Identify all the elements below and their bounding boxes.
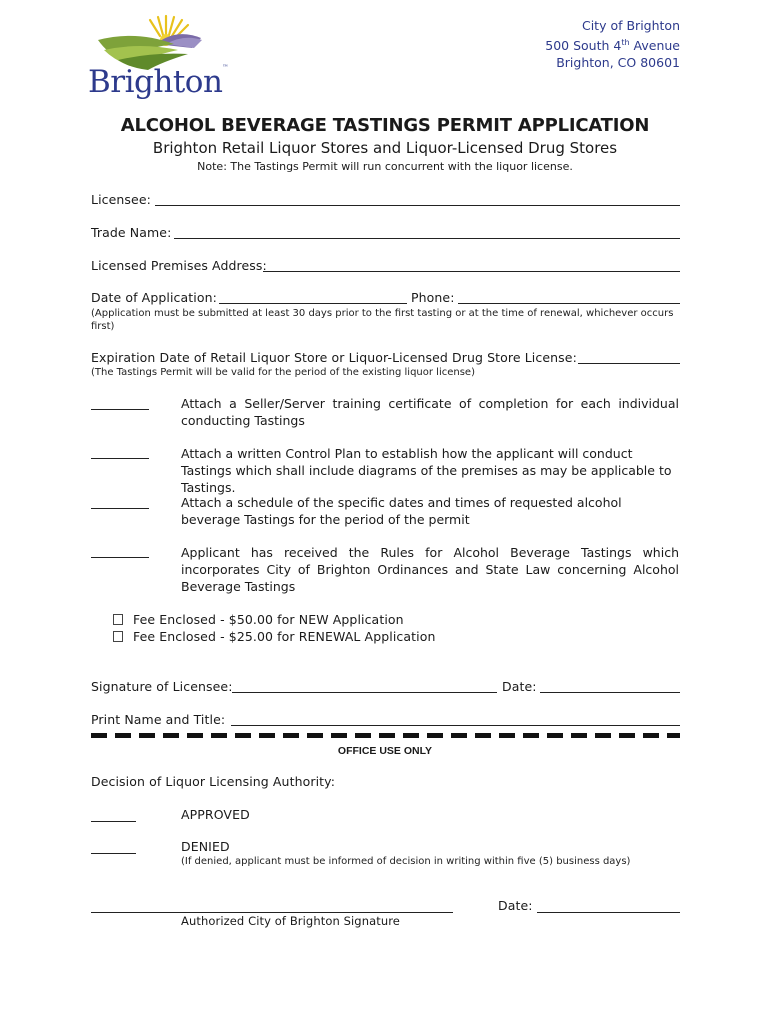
licensee-field[interactable] — [155, 205, 680, 206]
expiration-field[interactable] — [578, 363, 680, 364]
decision-label: Decision of Liquor Licensing Authority: — [91, 774, 336, 789]
office-use-divider — [91, 733, 680, 738]
premises-field[interactable] — [263, 271, 680, 272]
licensee-label: Licensee: — [91, 192, 151, 207]
checklist-blank-2[interactable] — [91, 458, 149, 459]
authorized-signature-label: Authorized City of Brighton Signature — [181, 914, 400, 928]
brighton-logo — [86, 14, 228, 104]
expiration-label: Expiration Date of Retail Liquor Store or Liquor-Licensed Drug Store License: — [91, 350, 577, 365]
checklist-item-schedule: Attach a schedule of the specific dates and times of requested alcohol beverage Tastings for the period of the permit — [181, 495, 622, 527]
city-state-zip: Brighton, CO 80601 — [556, 55, 680, 71]
denied-note: (If denied, applicant must be informed of decision in writing within five (5) business days) — [181, 856, 631, 867]
premises-label: Licensed Premises Address: — [91, 258, 267, 273]
expiration-note: (The Tastings Permit will be valid for the period of the existing liquor license) — [91, 367, 475, 378]
denied-label: DENIED — [181, 839, 230, 854]
phone-label: Phone: — [411, 290, 455, 305]
signature-field[interactable] — [232, 692, 497, 693]
signature-date-field[interactable] — [540, 692, 680, 693]
fee-renewal-label: Fee Enclosed - $25.00 for RENEWAL Application — [133, 629, 436, 644]
trade-name-field[interactable] — [174, 238, 680, 239]
brighton-logo-wordmark: Brighton™ — [88, 64, 228, 100]
office-use-heading: OFFICE USE ONLY — [337, 745, 433, 757]
checklist-item-control-plan: Attach a written Control Plan to establish how the applicant will conduct Tastings which shall include diagrams of the premises as may be applicable to Tastings. — [181, 446, 672, 495]
print-name-label: Print Name and Title: — [91, 712, 226, 727]
checklist-item-rules: Applicant has received the Rules for Alcohol Beverage Tastings which incorporates City of Brighton Ordinances and State Law concerning Alcohol Beverage Tastings — [181, 545, 679, 594]
brighton-logo-mark — [96, 14, 206, 70]
authorized-date-label: Date: — [498, 898, 533, 913]
fee-renewal — [113, 629, 435, 644]
date-of-application-note: (Application must be submitted at least 30 days prior to the first tasting or at the time of renewal, whichever occurs first) — [91, 308, 674, 332]
street-address: 500 South 4th Avenue — [545, 38, 680, 54]
checklist-blank-3[interactable] — [91, 508, 149, 509]
city-name: City of Brighton — [581, 18, 680, 33]
date-of-application-label: Date of Application: — [91, 290, 217, 305]
print-name-field[interactable] — [231, 725, 680, 726]
date-of-application-field[interactable] — [219, 303, 407, 304]
checklist-item-training: Attach a Seller/Server training certificate of completion for each individual conducting Tastings — [181, 396, 679, 428]
fee-new-checkbox[interactable] — [113, 614, 123, 625]
signature-date-label: Date: — [502, 679, 537, 694]
approved-blank[interactable] — [91, 821, 136, 822]
fee-new — [113, 612, 404, 627]
denied-blank[interactable] — [91, 853, 136, 854]
checklist-blank-4[interactable] — [91, 557, 149, 558]
city-address — [545, 17, 680, 71]
approved-label: APPROVED — [181, 807, 250, 822]
page-subtitle: Brighton Retail Liquor Stores and Liquor-Licensed Drug Stores — [152, 139, 618, 157]
authorized-date-field[interactable] — [537, 912, 680, 913]
fee-new-label: Fee Enclosed - $50.00 for NEW Application — [133, 612, 404, 627]
signature-label: Signature of Licensee: — [91, 679, 233, 694]
page-title: ALCOHOL BEVERAGE TASTINGS PERMIT APPLICATION — [120, 115, 650, 136]
trade-name-label: Trade Name: — [91, 225, 172, 240]
page-note: Note: The Tastings Permit will run concurrent with the liquor license. — [197, 160, 573, 173]
checklist-blank-1[interactable] — [91, 409, 149, 410]
phone-field[interactable] — [458, 303, 680, 304]
fee-renewal-checkbox[interactable] — [113, 631, 123, 642]
authorized-signature-field[interactable] — [91, 912, 453, 913]
